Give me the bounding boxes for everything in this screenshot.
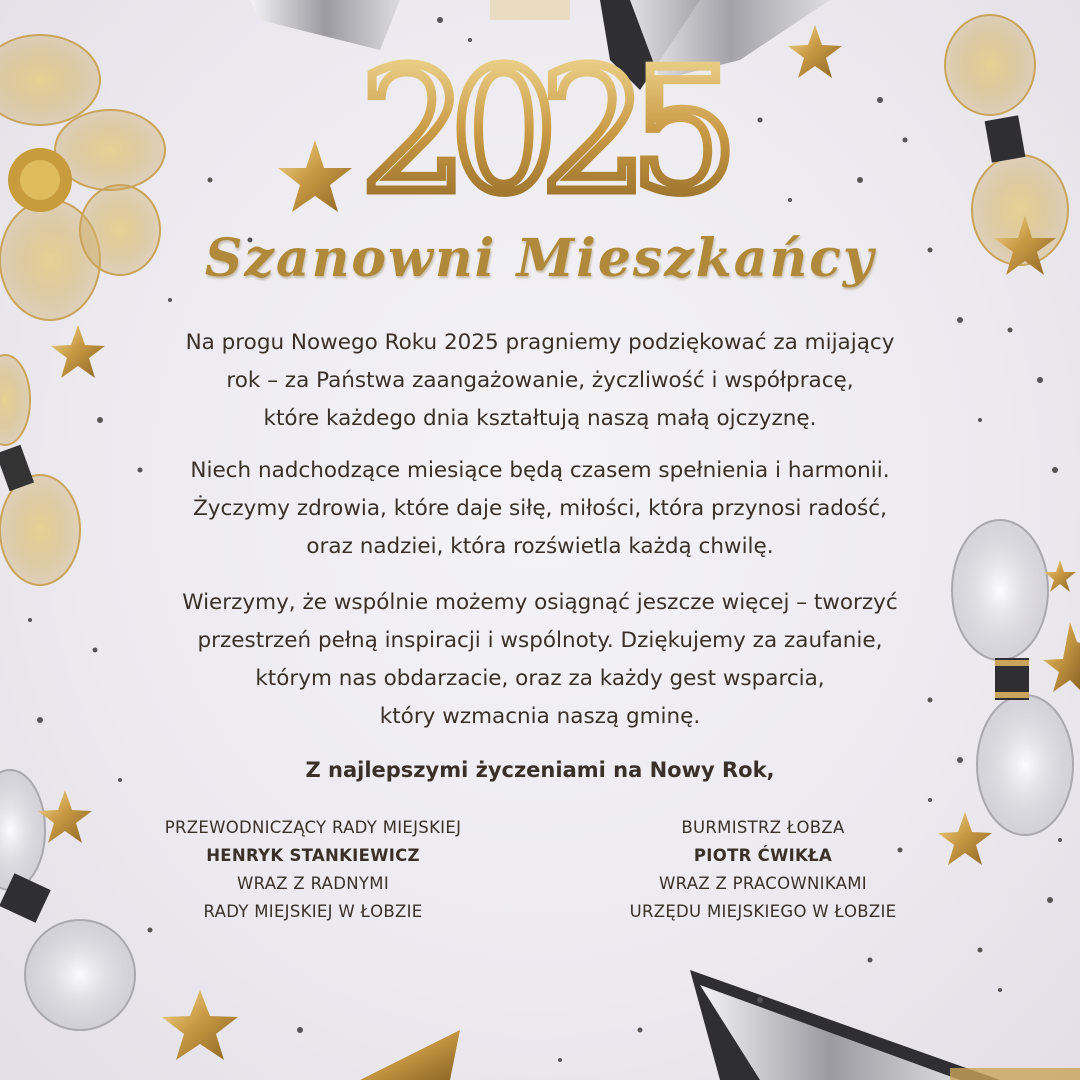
star-icon	[788, 25, 842, 78]
paragraph-line: Wierzymy, że wspólnie możemy osiągnąć jeszcze więcej – tworzyć	[182, 590, 898, 615]
year-2025-logo	[340, 40, 740, 220]
paragraph-1	[110, 324, 970, 438]
gold-bow-left	[0, 355, 80, 585]
greeting-title: Szanowni Mieszkańcy	[204, 228, 876, 289]
paragraph-line: które każdego dnia kształtują naszą małą ojczyznę.	[263, 406, 817, 431]
star-icon	[1043, 622, 1080, 692]
silver-bow-right	[952, 520, 1073, 835]
paragraph-2	[110, 452, 970, 566]
closing-line: Z najlepszymi życzeniami na Nowy Rok,	[305, 758, 775, 782]
signature-title: PRZEWODNICZĄCY RADY MIEJSKIEJ	[164, 818, 462, 837]
paragraph-line: Niech nadchodzące miesiące będą czasem spełnienia i harmonii.	[190, 458, 890, 483]
paragraph-line: rok – za Państwa zaangażowanie, życzliwość i współpracę,	[226, 368, 854, 393]
signature-mayor	[553, 814, 973, 926]
star-icon	[162, 990, 238, 1060]
signature-title: BURMISTRZ ŁOBZA	[681, 818, 845, 837]
paragraph-line: Życzymy zdrowia, które daje siłę, miłości, która przynosi radość,	[193, 496, 887, 521]
signature-line: RADY MIEJSKIEJ W ŁOBZIE	[203, 902, 423, 921]
paragraph-line: oraz nadziei, która rozświetla każdą chwilę.	[306, 534, 774, 559]
paragraph-line: przestrzeń pełną inspiracji i wspólnoty. Dziękujemy za zaufanie,	[197, 628, 883, 653]
signature-line: WRAZ Z RADNYMI	[236, 874, 389, 893]
year-text: 2025	[359, 40, 721, 220]
signature-name: HENRYK STANKIEWICZ	[206, 846, 420, 865]
signature-name: PIOTR ĆWIKŁA	[693, 846, 833, 865]
paragraph-line: który wzmacnia naszą gminę.	[379, 704, 701, 729]
signature-line: URZĘDU MIEJSKIEGO W ŁOBZIE	[629, 902, 897, 921]
signature-council	[103, 814, 523, 926]
star-icon	[51, 325, 105, 378]
paragraph-3	[110, 584, 970, 736]
signature-line: WRAZ Z PRACOWNIKAMI	[659, 874, 867, 893]
paragraph-line: Na progu Nowego Roku 2025 pragniemy podziękować za mijający	[185, 330, 895, 355]
paragraph-line: którym nas obdarzacie, oraz za każdy gest wsparcia,	[255, 666, 825, 691]
silver-fringe-bottom	[360, 970, 1080, 1080]
star-icon	[38, 790, 92, 843]
